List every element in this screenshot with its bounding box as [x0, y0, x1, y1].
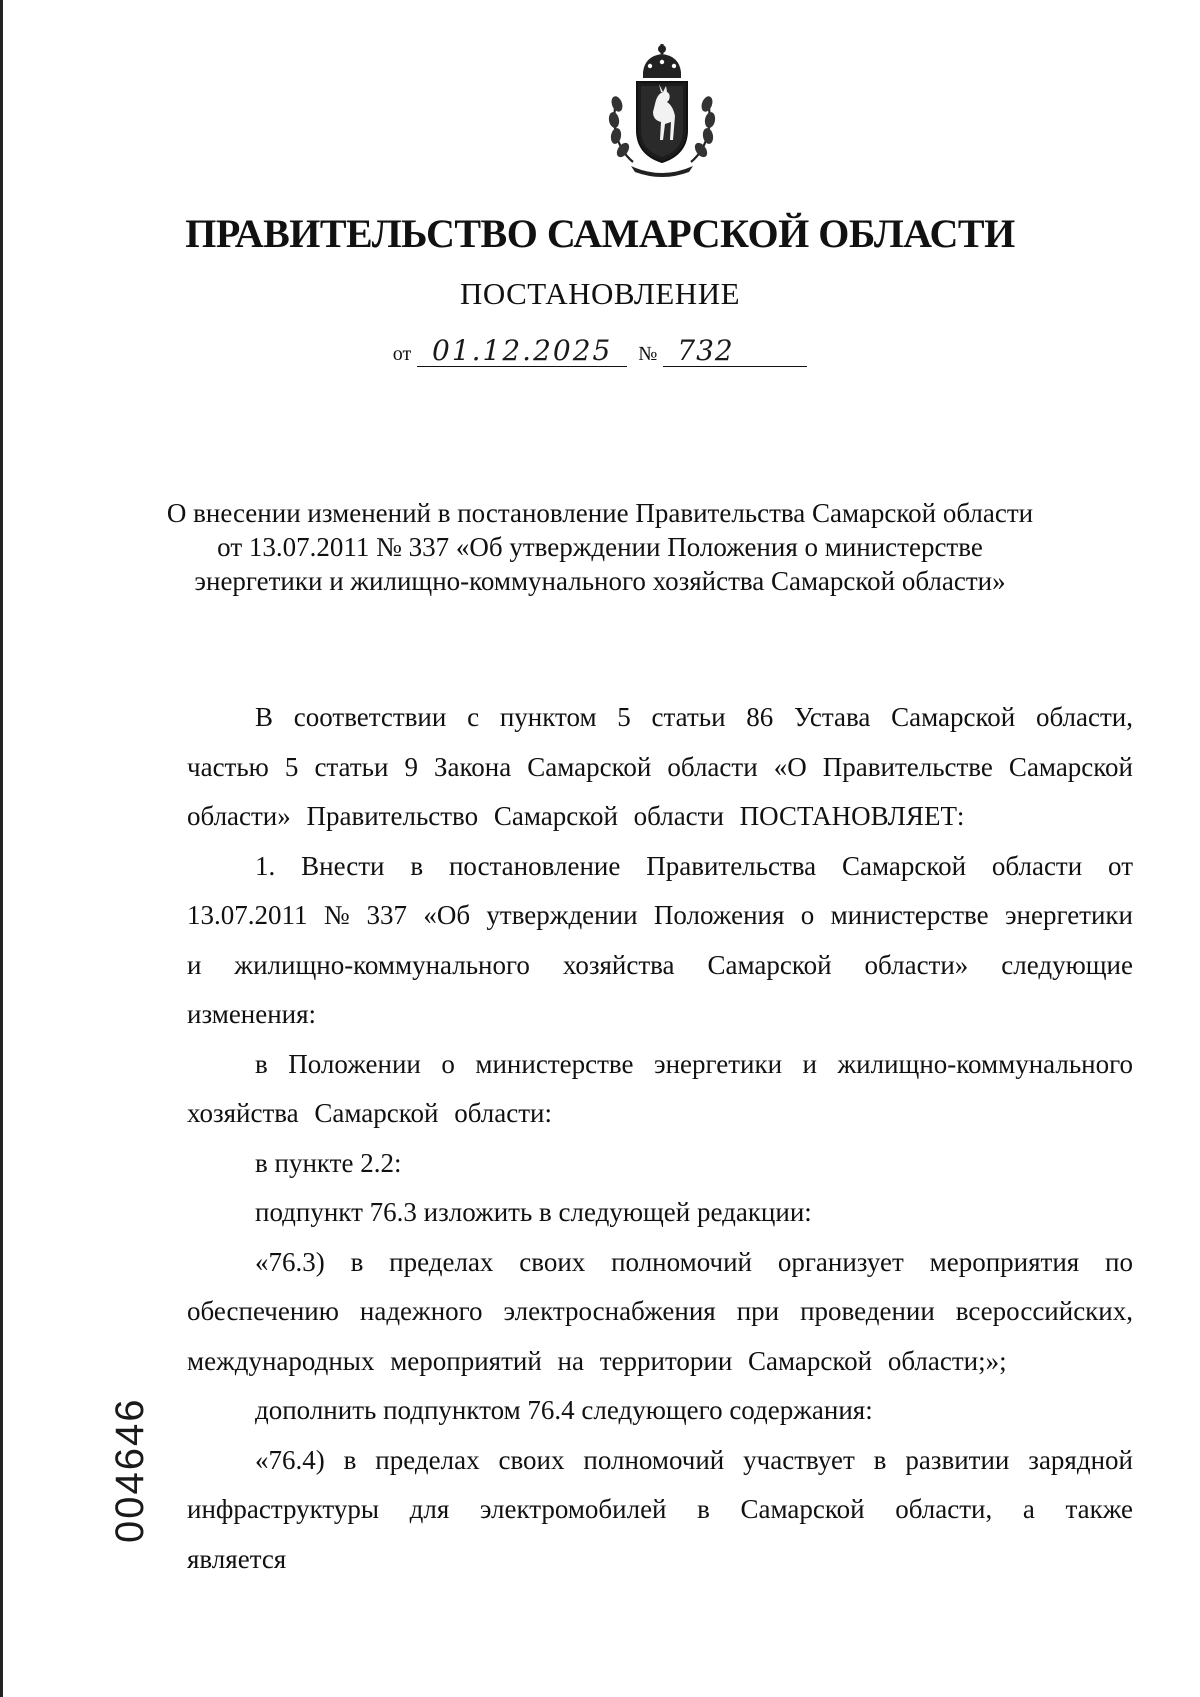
handwritten-number: 732	[663, 336, 807, 367]
paragraph-regulation: в Положении о министерстве энергетики и жилищно-коммунального хозяйства Самарской области:	[187, 1048, 1133, 1128]
subject-line: от 13.07.2011 № 337 «Об утверждении Положения о министерстве	[217, 532, 983, 562]
document-subject	[150, 496, 1050, 598]
subject-line: О внесении изменений в постановление Правительства Самарской области	[166, 498, 1034, 528]
paragraph-subpoint-76-3-intro: подпункт 76.3 изложить в следующей редакции:	[255, 1197, 812, 1227]
document-reference	[0, 336, 1200, 367]
date-prefix: от	[392, 343, 412, 365]
coat-of-arms-icon	[603, 42, 721, 180]
paragraph-point-2-2: в пункте 2.2:	[255, 1147, 402, 1178]
subject-line: энергетики и жилищно-коммунального хозяйства Самарской области»	[194, 566, 1006, 596]
document-body	[187, 693, 1133, 1584]
paragraph-subpoint-76-4-text: «76.4) в пределах своих полномочий участвует в развитии зарядной инфраструктуры для электромобилей в Самарской области, а также является	[187, 1444, 1133, 1574]
handwritten-date: 01.12.2025	[417, 336, 627, 367]
paragraph-subpoint-76-3-text: «76.3) в пределах своих полномочий организует мероприятия по обеспечению надежного электроснабжения при проведении всероссийских, международных мероприятий на территории Самарской области;»;	[187, 1246, 1133, 1376]
paragraph-item-1: 1. Внести в постановление Правительства Самарской области от 13.07.2011 № 337 «Об утверждении Положения о министерстве энергетики и жилищно-коммунального хозяйства Самарской области» следующие изменения:	[187, 850, 1133, 1029]
document-type: ПОСТАНОВЛЕНИЕ	[459, 276, 741, 311]
government-name: ПРАВИТЕЛЬСТВО САМАРСКОЙ ОБЛАСТИ	[185, 211, 1015, 256]
number-prefix: №	[638, 343, 658, 365]
paragraph-preamble: В соответствии с пунктом 5 статьи 86 Устава Самарской области, частью 5 статьи 9 Закона Самарской области «О Правительстве Самарской области» Правительство Самарской области ПОСТАНОВЛЯЕТ:	[187, 702, 1133, 831]
margin-stamp-number: 004646	[108, 1397, 152, 1543]
paragraph-subpoint-76-4-intro: дополнить подпунктом 76.4 следующего содержания:	[255, 1395, 873, 1425]
